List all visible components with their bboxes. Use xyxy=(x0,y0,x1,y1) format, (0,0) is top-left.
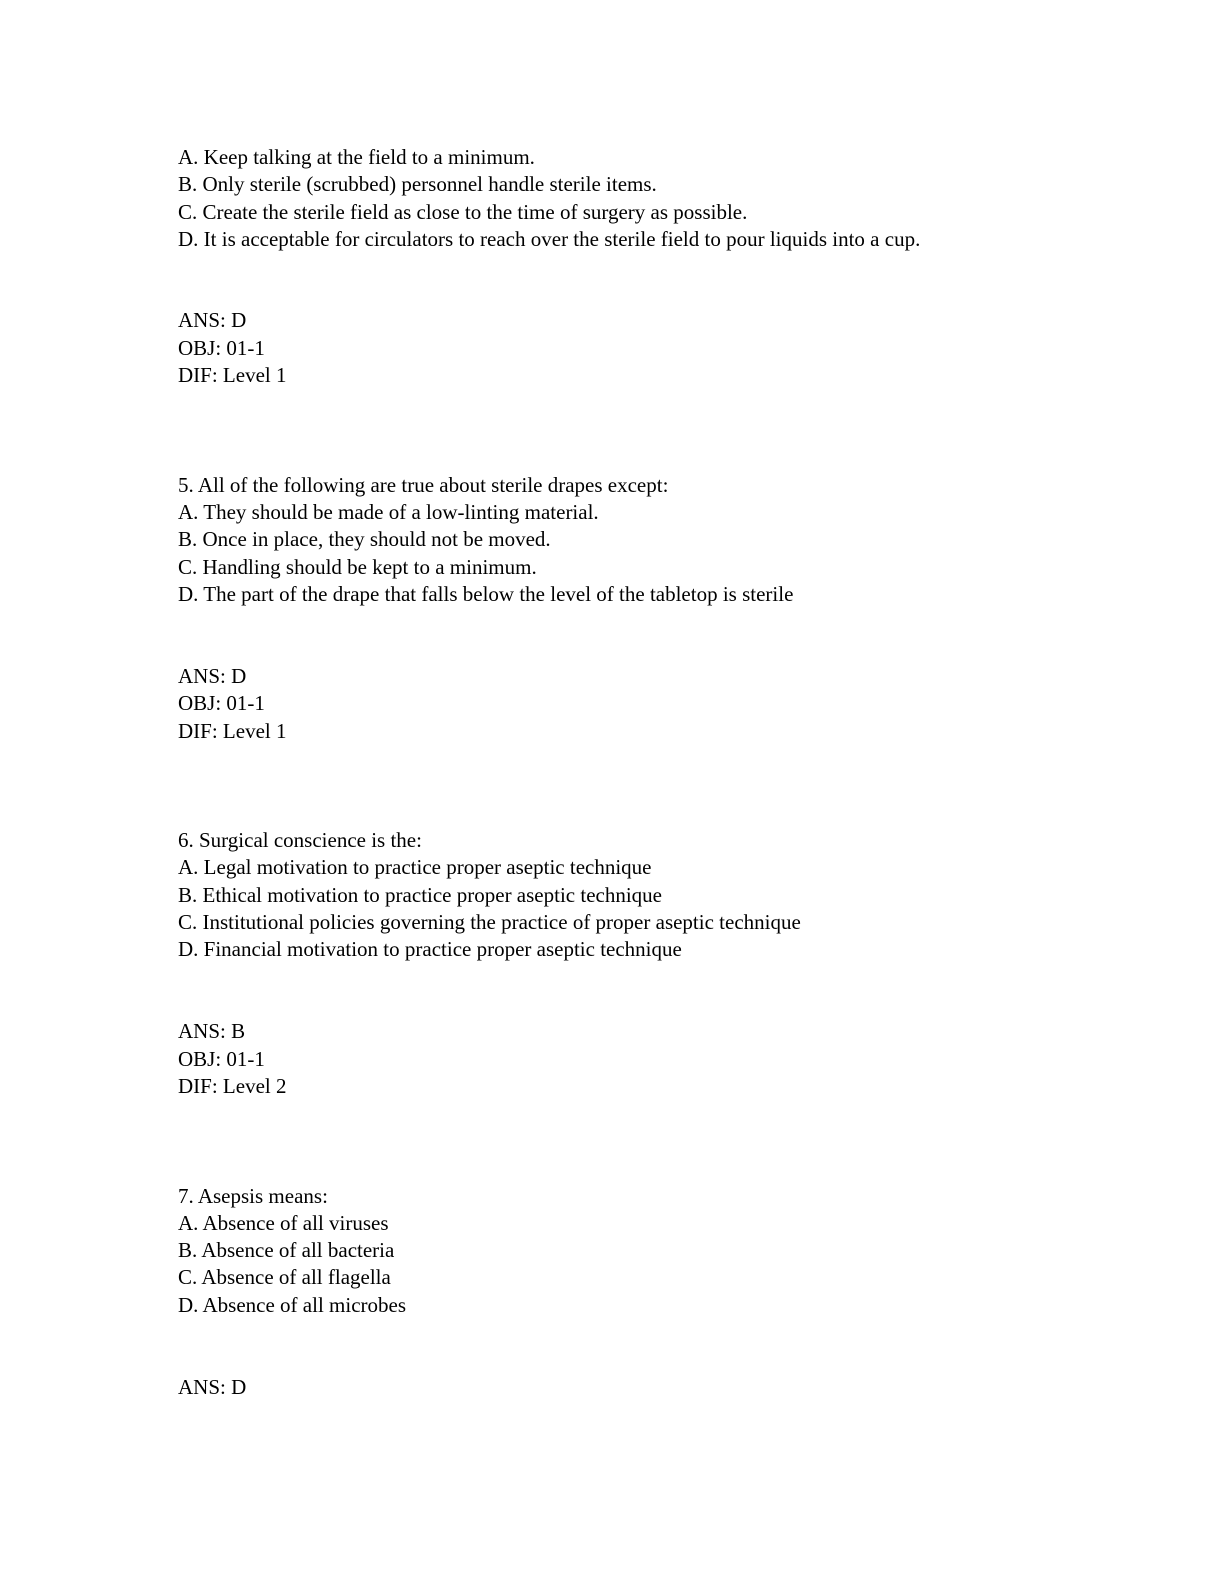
q7-option-d: D. Absence of all microbes xyxy=(178,1293,407,1317)
q4-answer: ANS: D xyxy=(178,308,247,332)
q5-question: 5. All of the following are true about sterile drapes except: xyxy=(178,473,669,497)
q4-option-b: B. Only sterile (scrubbed) personnel handle sterile items. xyxy=(178,172,657,196)
q5-objective: OBJ: 01-1 xyxy=(178,691,265,715)
q6-option-b: B. Ethical motivation to practice proper aseptic technique xyxy=(178,883,662,907)
q5-answer: ANS: D xyxy=(178,664,247,688)
q7-answer: ANS: D xyxy=(178,1375,247,1399)
q7-option-c: C. Absence of all flagella xyxy=(178,1265,391,1289)
q7-question: 7. Asepsis means: xyxy=(178,1184,328,1208)
q4-difficulty: DIF: Level 1 xyxy=(178,363,287,387)
q6-option-c: C. Institutional policies governing the practice of proper aseptic technique xyxy=(178,910,801,934)
q7-option-b: B. Absence of all bacteria xyxy=(178,1238,395,1262)
q5-option-c: C. Handling should be kept to a minimum. xyxy=(178,555,537,579)
q5-option-b: B. Once in place, they should not be moved. xyxy=(178,527,551,551)
q6-difficulty: DIF: Level 2 xyxy=(178,1074,287,1098)
q6-question: 6. Surgical conscience is the: xyxy=(178,828,422,852)
q7-option-a: A. Absence of all viruses xyxy=(178,1211,389,1235)
q5-option-a: A. They should be made of a low-linting material. xyxy=(178,500,599,524)
q4-option-d: D. It is acceptable for circulators to reach over the sterile field to pour liquids into a cup. xyxy=(178,227,921,251)
q4-option-c: C. Create the sterile field as close to the time of surgery as possible. xyxy=(178,200,748,224)
q6-objective: OBJ: 01-1 xyxy=(178,1047,265,1071)
q6-answer: ANS: B xyxy=(178,1019,246,1043)
q5-difficulty: DIF: Level 1 xyxy=(178,719,287,743)
q4-option-a: A. Keep talking at the field to a minimum. xyxy=(178,145,535,169)
q5-option-d: D. The part of the drape that falls below the level of the tabletop is sterile xyxy=(178,582,794,606)
q4-objective: OBJ: 01-1 xyxy=(178,336,265,360)
q6-option-d: D. Financial motivation to practice proper aseptic technique xyxy=(178,937,682,961)
q6-option-a: A. Legal motivation to practice proper aseptic technique xyxy=(178,855,652,879)
